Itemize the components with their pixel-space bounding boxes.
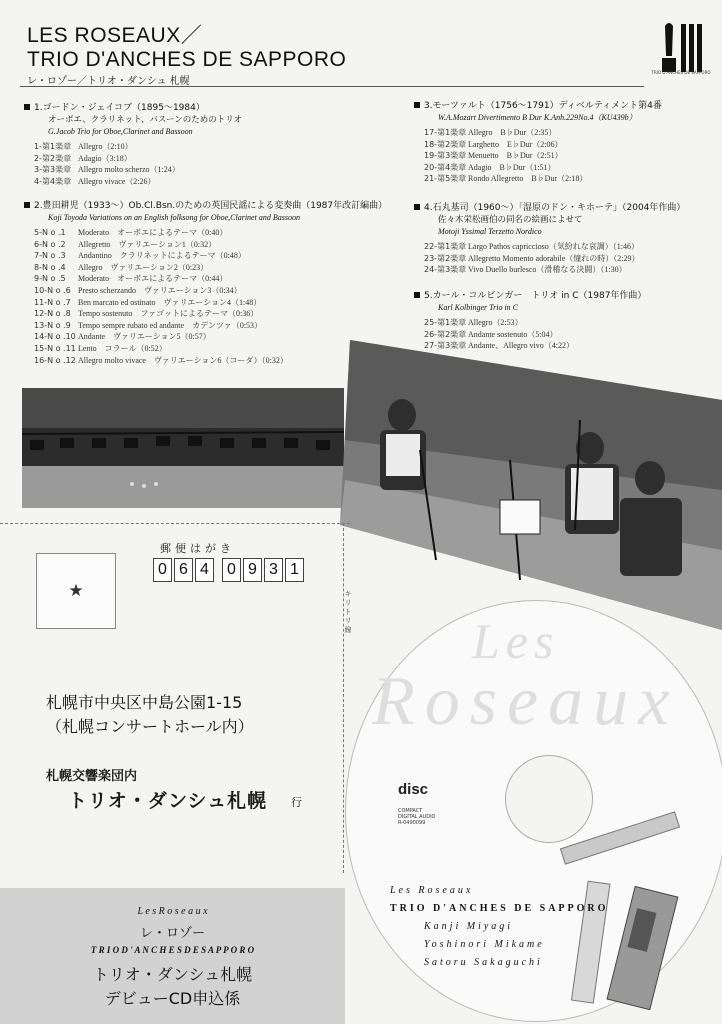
reed-logo-icon (655, 18, 707, 78)
track-row: 8-N o .4 Allegro ヴァリエーション2（0:23） (34, 262, 209, 272)
disc-line-1: Les Roseaux (390, 885, 474, 896)
page-subtitle: レ・ロゾー／トリオ・ダンシュ 札幌 (27, 76, 190, 87)
track-row: 24-第3楽章 Vivo Duello burlesco（滑稽なる決闘）（1:30） (424, 265, 627, 275)
track-row: 19-第3楽章 Menuetto B♭Dur（2:51） (424, 151, 563, 161)
star-icon: ★ (68, 581, 84, 601)
section-heading: 4.石丸基司（1960〜）「湿原のドン・キホーテ」（2004年作曲） (414, 202, 714, 214)
disc-line-4: Yoshinori Mikame (424, 939, 545, 950)
track-row: 5-N o .1 Moderato オーボエによるテーマ（0:40） (34, 228, 228, 237)
zip-digit: 0 (222, 558, 241, 582)
section-heading: 3.モーツァルト（1756〜1791）ディベルティメント第4番 (414, 100, 714, 112)
track-list (414, 241, 714, 276)
disc-line-3: Kanji Miyagi (424, 921, 514, 932)
track-row: 21-第5楽章 Rondo Allegretto B♭Dur（2:18） (424, 174, 588, 184)
track-list (24, 141, 354, 187)
postal-code-boxes (153, 558, 304, 582)
track-row: 14-N o .10 Andante ヴァリエーション5（0:57） (34, 332, 211, 342)
zip-digit: 0 (153, 558, 172, 582)
track-row: 26-第2楽章 Andante sostenuto（5:04） (424, 329, 558, 339)
compact-disc-caption: COMPACT DIGITAL AUDIO R-0490099 (398, 808, 436, 826)
page-title (27, 24, 346, 72)
disc-line-5: Satoru Sakaguchi (424, 957, 543, 968)
program-section-1 (24, 102, 354, 187)
trio-performance-photo (340, 330, 722, 630)
postcard-cut-line-vertical (343, 523, 344, 873)
hall-stage-image (22, 388, 344, 508)
recipient-name: トリオ・ダンシュ札幌 (68, 790, 268, 812)
section-english-title: Motoji Yssimal Terzetto Nordico (438, 227, 542, 236)
section-heading: 5.カール・コルビンガー トリオ in C（1987年作曲） (414, 290, 714, 302)
zip-digit: 3 (264, 558, 283, 582)
zip-digit: 1 (285, 558, 304, 582)
stamp-box (36, 553, 116, 629)
concert-hall-photo (22, 388, 344, 508)
zip-digit: 4 (195, 558, 214, 582)
disc-watermark-2: Roseaux (372, 663, 680, 740)
track-row: 22-第1楽章 Largo Pathos capriccioso（気紛れな哀調）（1:46） (424, 242, 639, 251)
recipient-org: 札幌交響楽団内 (46, 769, 138, 784)
track-row: 1-第1楽章 Allegro（2:10） (34, 142, 133, 151)
track-list (414, 127, 714, 185)
track-row: 6-N o .2 Allegretto ヴァリエーション1（0:32） (34, 239, 217, 249)
sender-line-3: T R I O D ' A N C H E S D E S A P P O R O (90, 945, 255, 955)
section-subheading: オーボエ、クラリネット、バスーンのためのトリオ (48, 115, 243, 125)
track-row: 18-第2楽章 Larghetto E♭Dur（2:06） (424, 139, 563, 149)
header-divider (20, 86, 644, 87)
title-line-1: LES ROSEAUX／ (27, 24, 203, 47)
sender-line-1: L e s R o s e a u x (137, 906, 208, 917)
track-row: 4-第4楽章 Allegro vivace（2:26） (34, 176, 156, 186)
track-row: 13-N o .9 Tempo sempre rubato ed andante カデンツァ（0:53） (34, 320, 263, 330)
zip-digit: 6 (174, 558, 193, 582)
zip-digit: 9 (243, 558, 262, 582)
title-line-2: TRIO D'ANCHES DE SAPPORO (27, 48, 347, 71)
section-english-title: W.A.Mozart Divertimento B Dur K.Anh.229No.4（KU439b） (438, 113, 637, 122)
disc-watermark-1: Les (472, 613, 560, 669)
track-row: 20-第4楽章 Adagio B♭Dur（1:51） (424, 162, 556, 172)
track-list (24, 227, 364, 366)
track-row: 23-第2楽章 Allegretto Momento adorabile（憧れの時）（2:29） (424, 253, 640, 263)
compact-disc-logo: disc (398, 781, 429, 798)
section-english-title: Karl Kolbinger Trio in C (438, 303, 519, 312)
track-row: 9-N o .5 Moderato オーボエによるテーマ（0:44） (34, 274, 228, 284)
track-row: 3-第3楽章 Allegro molto scherzo（1:24） (34, 165, 180, 175)
track-row: 10-N o .6 Presto scherzando ヴァリエーション3（0:34） (34, 285, 242, 295)
track-row: 2-第2楽章 Adagio（3:18） (34, 153, 132, 163)
program-section-3 (414, 100, 714, 185)
section-english-title: Koji Toyoda Variations on an English folksong for Oboe,Clarinet and Bassoon (48, 213, 300, 222)
sender-line-5: デビューCD申込係 (104, 989, 241, 1008)
disc-line-2: TRIO D'ANCHES DE SAPPORO (390, 903, 609, 914)
section-heading: 1.ゴードン・ジェイコブ（1895〜1984） (24, 102, 354, 114)
program-section-2 (24, 200, 388, 366)
section-subheading: 佐々木栄松画伯の同名の絵画によせて (438, 215, 583, 225)
sender-line-2: レ・ロゾー (139, 926, 205, 941)
track-row: 11-N o .7 Ben marcato ed ostinato ヴァリエーション4（1:48） (34, 297, 262, 307)
track-row: 7-N o .3 Andantino クラリネットによるテーマ（0:48） (34, 251, 246, 261)
track-row: 12-N o .8 Tempo sostenuto ファゴットによるテーマ（0:36） (34, 309, 259, 319)
recipient-suffix: 行 (291, 796, 302, 809)
cut-here-label: キ リ ト リ 線 (344, 590, 352, 634)
track-row: 17-第1楽章 Allegro B♭Dur（2:35） (424, 128, 557, 137)
program-section-4 (414, 202, 714, 276)
disc-credits (390, 882, 608, 972)
address-line-2: （札幌コンサートホール内） (46, 717, 254, 736)
logo-caption: TRIO D'ANCHES DE SAPPORO (651, 70, 711, 75)
section-english-title: G.Jacob Trio for Oboe,Clarinet and Bassoon (48, 127, 193, 136)
track-row: 25-第1楽章 Allegro（2:53） (424, 318, 523, 327)
track-row: 15-N o .11 Lento コラール（0:52） (34, 343, 167, 353)
track-row: 16-N o .12 Allegro molto vivace ヴァリエーション6（コーダ）（0:32） (34, 355, 288, 365)
track-row: 27-第3楽章 Andante、Allegro vivo（4:22） (424, 341, 574, 351)
section-heading: 2.豊田耕児（1933〜）Ob.Cl.Bsn.のための英国民謡による変奏曲（1987年改訂編曲） (24, 200, 364, 212)
sender-line-4: トリオ・ダンシュ札幌 (92, 965, 253, 984)
sender-box (0, 888, 345, 1024)
postcard-title: 郵便はがき (160, 542, 235, 555)
postcard-cut-line-horizontal (0, 523, 350, 524)
address-line-1: 札幌市中央区中島公園1-15 (46, 693, 243, 712)
